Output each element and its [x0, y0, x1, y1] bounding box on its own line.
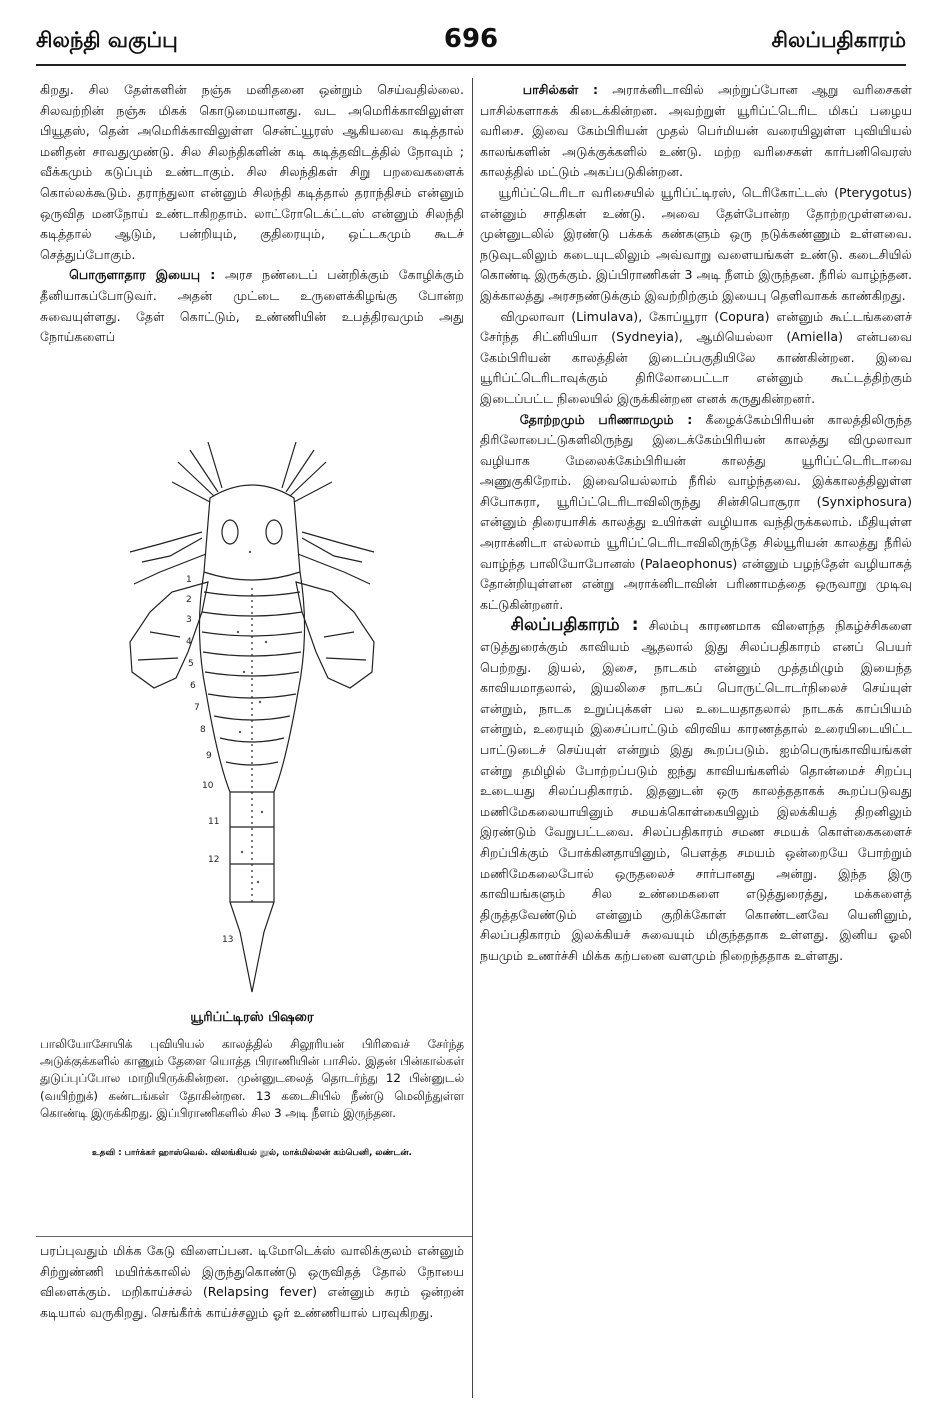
- segment-label: 7: [194, 703, 200, 713]
- fossils-label: பாசில்கள் :: [522, 82, 599, 97]
- figure-caption: பாலியோசோயிக் புவியியல் காலத்தில் சிலூரியன் பிரிவைச் சேர்ந்த அடுக்குக்களில் காணும் தேளை யொத்த பிராணியின் பாசில். இதன் பின்கால்கள் துடுப்புப்போல மாறியிருக்கின்றன. முன்னுடலைத் தொடர்ந்து 12 பின்னுடல் (வயிற்றுக்) கண்டங்கள் தோகின்றன. 13 கடைசியில் நீண்டு மெலிந்துள்ள கொண்டி இருக்கிறது. இப்பிராணிகளில் சில 3 அடி நீளம் இருந்தன.: [40, 1037, 464, 1120]
- paragraph-economic: [40, 265, 464, 347]
- segment-label: 3: [186, 615, 192, 625]
- segment-label: 1: [186, 575, 192, 585]
- silappathikaram-text: சிலம்பு காரணமாக விளைந்த நிகழ்ச்சிகளை எடுத்துரைக்கும் காவியம் ஆதலால் இது சிலப்பதிகாரம் எனப் பெயர் பெற்றது. இயல், இசை, நாடகம் என்னும் முத்தமிழும் இயைந்த காவியமாதலால், இயலிசை நாடகப் பொருட்டொடர்நிலைச் செய்யுள் என்றும், நாடக உறுப்புக்கள் பல உடையதாதலால் நாடகக் காப்பியம் என்றும், உரையும் இசைப்பாட்டும் விரவிய காரணத்தால் உரையிடையிட்ட பாட்டுடைச் செய்யுள் என்றும் இது கூறப்படும். ஐம்பெருங்காவியங்கள் என்று தமிழில் போற்றப்படும் ஐந்து காவியங்களில் தொன்மைச் சிறப்பு உடையது சிலப்பதிகாரம். இதனுடன் ஒரு காலத்ததாகக் கூறப்படுவது மணிமேகலையாயினும் சமயக்கொள்கையிலும் இலக்கியத் திறனிலும் இரண்டும் வேறுபட்டவை. சிலப்பதிகாரம் சமண சமயக் கொள்கைகளைச் சிறப்பிக்கும் போக்கினதாயினும், பௌத்த சமயம் ஒன்றையே போற்றும் மணிமேகலைபோல் ஒருதலைச் சார்பானது அன்று. இந்த இரு காவியங்களும் சில உண்மைகளை எடுத்துரைத்து, மக்களைத் திருத்தவேண்டும் என்னும் குறிக்கோள் கொண்டனவே யெனினும், சிலப்பதிகாரம் இலக்கியச் சுவையும் மிகுந்ததாக உள்ளது. இனிய ஓலி நயமும் உணர்ச்சி மிக்க கற்பனை வளமும் நிறைந்ததாக உள்ளது.: [480, 618, 912, 963]
- segment-label: 6: [190, 681, 196, 691]
- economic-label: பொருளாதார இயைபு :: [69, 267, 216, 283]
- paragraph-venom: கிறது. சில தேள்களின் நஞ்சு மனிதனை ஒன்றும் செய்வதில்லை. சிலவற்றின் நஞ்சு மிகக் கொடுமையானது. வட அமெரிக்காவிலுள்ள பியூதஸ், தென் அமெரிக்காவிலுள்ள சென்ட்யூரஸ் ஆகியவை கடித்தால் மனிதன் சாவதுமுண்டு. சில சிலந்திகளின் கடி கடித்தவிடத்தில் நோவும் ; வீக்கமும் கடுப்பும் உண்டாகும். சில சிலந்திகள் சிறு பறவைகளைக் கொல்லக்கூடும். தராந்துலா என்னும் சிலந்தி கடித்தால் தராந்திசம் என்னும் ஒருவித மனநோய் உண்டாகிறதாம். லாட்ரோடெக்ட்டஸ் என்னும் சிலந்தி கடித்தால் ஆடும், பன்றியும், குதிரையும், ஒட்டகமும் கூடச் செத்துப்போகும்.: [40, 82, 464, 262]
- running-head-left: சிலந்தி வகுப்பு: [36, 28, 178, 52]
- running-head-right: சிலப்பதிகாரம்: [771, 28, 906, 52]
- paragraph-limulava: [480, 307, 912, 410]
- segment-label: 10: [202, 781, 214, 791]
- right-column: [480, 80, 912, 967]
- fossils-text: அராக்னிடாவில் அற்றுப்போன ஆறு வரிசைகள் பாசில்களாகக் கிடைக்கின்றன. அவற்றுள் யூரிப்ட்டெரிட மிகப் பழைய வரிசை. இவை கேம்பிரியன் முதல் பெர்மியன் வரையிலுள்ள புவியியல் காலங்களின் அடுக்குக்களில் உண்டு. மற்ற வரிசைகள் கார்பனிவெரஸ் காலத்தில் மட்டும் அகப்படுகின்றன.: [480, 82, 913, 180]
- segment-label: 11: [208, 817, 220, 827]
- figure-eurypterus: [40, 432, 464, 1232]
- segment-label: 4: [186, 637, 192, 647]
- paragraph-fossils: [480, 80, 912, 183]
- evolution-text: கீழைக்கேம்பிரியன் காலத்திலிருந்த திரிலோபைட்டுகளிலிருந்து இடைக்கேம்பிரியன் காலத்து விமுலாவா வழியாக மேலைக்கேம்பிரியன் காலத்து யூரிப்ட்டெரிடாவை அணுகுகிறோம். இவையெல்லாம் நீரில் வாழ்ந்தவை. இக்காலத்திலுள்ள சிபோசுரா, யூரிப்ட்டெரிடாவிலிருந்து சின்சிபொசூரா (Synxiphosura) என்னும் திரையாசிக் காலத்து உயிர்கள் வழியாக வந்திருக்கலாம். மீதியுள்ள அராக்னிடா எல்லாம் யூரிப்ட்டெரிடாவிலிருந்தே சில்யூரியன் காலத்து நீரில் வாழ்ந்த பாலியோபோனஸ் (Palaeophonus) என்னும் பழந்தேள் வழியாகத் தோன்றியுள்ளன என்று அராக்னிடாவின் பரிணாமத்தை ஒருவாறு முடிவு கட்டுகின்றனர்.: [480, 411, 912, 612]
- column-divider: [472, 78, 473, 1398]
- figure-credit: உதவி : பார்க்கர் ஹாஸ்வெல். விலங்கியல் நூல், மாக்மில்லன் கம்பெனி, லண்டன்.: [92, 1148, 412, 1158]
- entry-heading: சிலப்பதிகாரம் :: [510, 615, 639, 636]
- economic-text: அரச நண்டைப் பன்றிக்கும் கோழிக்கும் தீனியாகப்போடுவர். அதன் முட்டை உருளைக்கிழங்கு போன்ற சுவையுள்ளது. தேள் கொட்டும், உண்ணியின் உபத்திரவமும் அது நோய்களைப்: [40, 267, 464, 345]
- segment-label: 12: [208, 855, 220, 865]
- eurypterida-text: யூரிப்ட்டெரிடா வரிசையில் யூரிப்ட்டிரஸ், டெரிகோட்டஸ் (Pterygotus) என்னும் சாதிகள் உண்டு. அவை தேள்போன்ற தோற்றமுள்ளவை. முன்னுடலில் இரண்டு பக்கக் கண்களும் ஒரு நடுக்கண்ணும் உள்ளவை. நடுவுடலிலும் கடையுடலிலும் அவ்வாறு வளையங்கள் உண்டு. கடைசியில் கொண்டி இருக்கும். இப்பிராணிகள் 3 அடி நீளம் இருந்தன. நீரில் வாழ்ந்தன. இக்காலத்து அரசநண்டுக்கும் இவற்றிற்கும் இயைபு தெளிவாகக் காண்கிறது.: [480, 184, 913, 303]
- paragraph-silappathikaram: [480, 615, 912, 966]
- page-header: [36, 22, 906, 66]
- segment-label: 13: [222, 935, 234, 945]
- paragraph-eurypterida: [480, 183, 912, 307]
- paragraph-evolution: [480, 410, 912, 616]
- paragraph-mites: பரப்புவதும் மிக்க கேடு விளைப்பன. டிமோடெக்ஸ் வாலிக்குலம் என்னும் சிற்றுண்ணி மயிர்க்காலில் இருந்துகொண்டு ஒருவிதத் தோல் நோயை விளைக்கும். மறிகாய்ச்சல் (Relapsing fever) என்னும் சுரம் ஒன்றன் கடியால் வருகிறது. செங்கீர்க் காய்ச்சலும் ஓர் உண்ணியால் பரவுகிறது.: [40, 1243, 464, 1320]
- figure-title: யூரிப்ட்டிரஸ் பிஷரை: [190, 1010, 314, 1025]
- segment-label: 9: [206, 751, 212, 761]
- segment-label: 8: [200, 725, 206, 735]
- page-number: 696: [443, 24, 499, 54]
- left-column-top: [40, 80, 464, 348]
- eurypterus-illustration: [90, 432, 414, 1002]
- segment-label: 2: [186, 595, 192, 605]
- section-rule: [36, 1236, 472, 1237]
- evolution-label: தோற்றமும் பரிணாமமும் :: [519, 411, 693, 427]
- segment-label: 5: [188, 659, 194, 669]
- limulava-text: விமுலாவா (Limulava), கோப்யூரா (Copura) என்னும் கூட்டங்களைச் சேர்ந்த சிட்னியியா (Sydneyia), ஆமியெல்லா (Amiella) என்பவை கேம்பிரியன் காலத்தின் இடைப்பகுதியிலே காண்கின்றன. இவை யூரிப்ட்டெரிடாவுக்கும் திரிலோபைட்டா என்னும் கூட்டத்திற்கும் இடைப்பட்ட நிலையில் இருக்கின்றன எனக் கருதுகின்றனர்.: [480, 308, 912, 406]
- left-column-bottom: [40, 1241, 464, 1323]
